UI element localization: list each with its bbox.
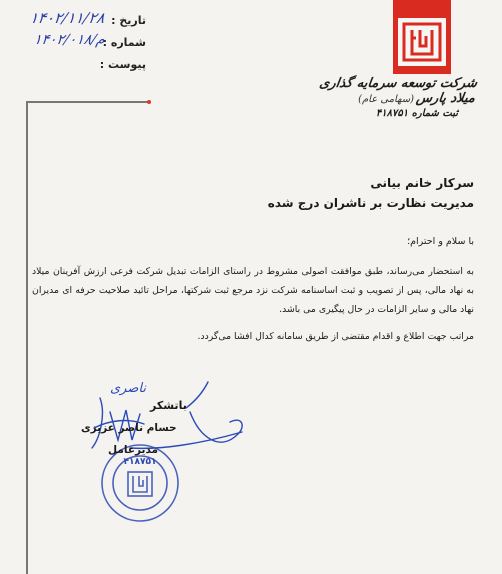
department: مدیریت نظارت بر ناشران درج شده (267, 196, 474, 210)
attachment-label: پیوست : (99, 58, 146, 71)
attachment-row (34, 58, 146, 71)
frame-top-line (26, 101, 148, 103)
stamp-number: ۴۱۸۷۵۱ (123, 457, 157, 467)
frame-dot (147, 100, 151, 104)
thanks-text: باتشکر (150, 399, 187, 412)
date-value: ۱۴۰۲/۱۱/۲۸ (28, 9, 107, 27)
signature-handwriting: ناصری (110, 381, 146, 396)
closing-note: مراتب جهت اطلاع و اقدام مقتضی از طریق سامانه کدال افشا می‌گردد. (197, 331, 474, 342)
greeting: با سلام و احترام؛ (407, 236, 474, 247)
company-logo (397, 17, 447, 67)
registration-number: ثبت شماره ۴۱۸۷۵۱ (375, 108, 458, 119)
number-label: شماره : (102, 36, 146, 49)
company-type: (سهامی عام) (358, 94, 414, 105)
frame-left-line (26, 101, 28, 574)
signer-role: مدیرعامل (108, 444, 159, 456)
number-value: ۱۴۰۲/م/۰۱۸ (32, 32, 107, 48)
signer-name: حسام ناصر عزیزی (81, 422, 177, 434)
body-paragraph: به استحضار می‌رساند، طبق موافقت اصولی مشروط در راستای الزامات تبدیل شرکت فرعی ارزش آفرینان میلاد به نهاد مالی، پس از تصویب و ثبت اساسنامه شرکت نزد مرجع ثبت شرکتها، مراحل تائید صلاحیت حرفه ای مدیران نهاد مالی و سایر الزامات در حال پیگیری می باشد. (32, 266, 474, 315)
company-name: شرکت توسعه سرمایه گذاری میلاد پارس (318, 76, 479, 106)
recipient: سرکار خانم بیانی (370, 176, 474, 190)
date-label: تاریخ : (111, 14, 146, 27)
logo-mark-icon (398, 18, 446, 66)
